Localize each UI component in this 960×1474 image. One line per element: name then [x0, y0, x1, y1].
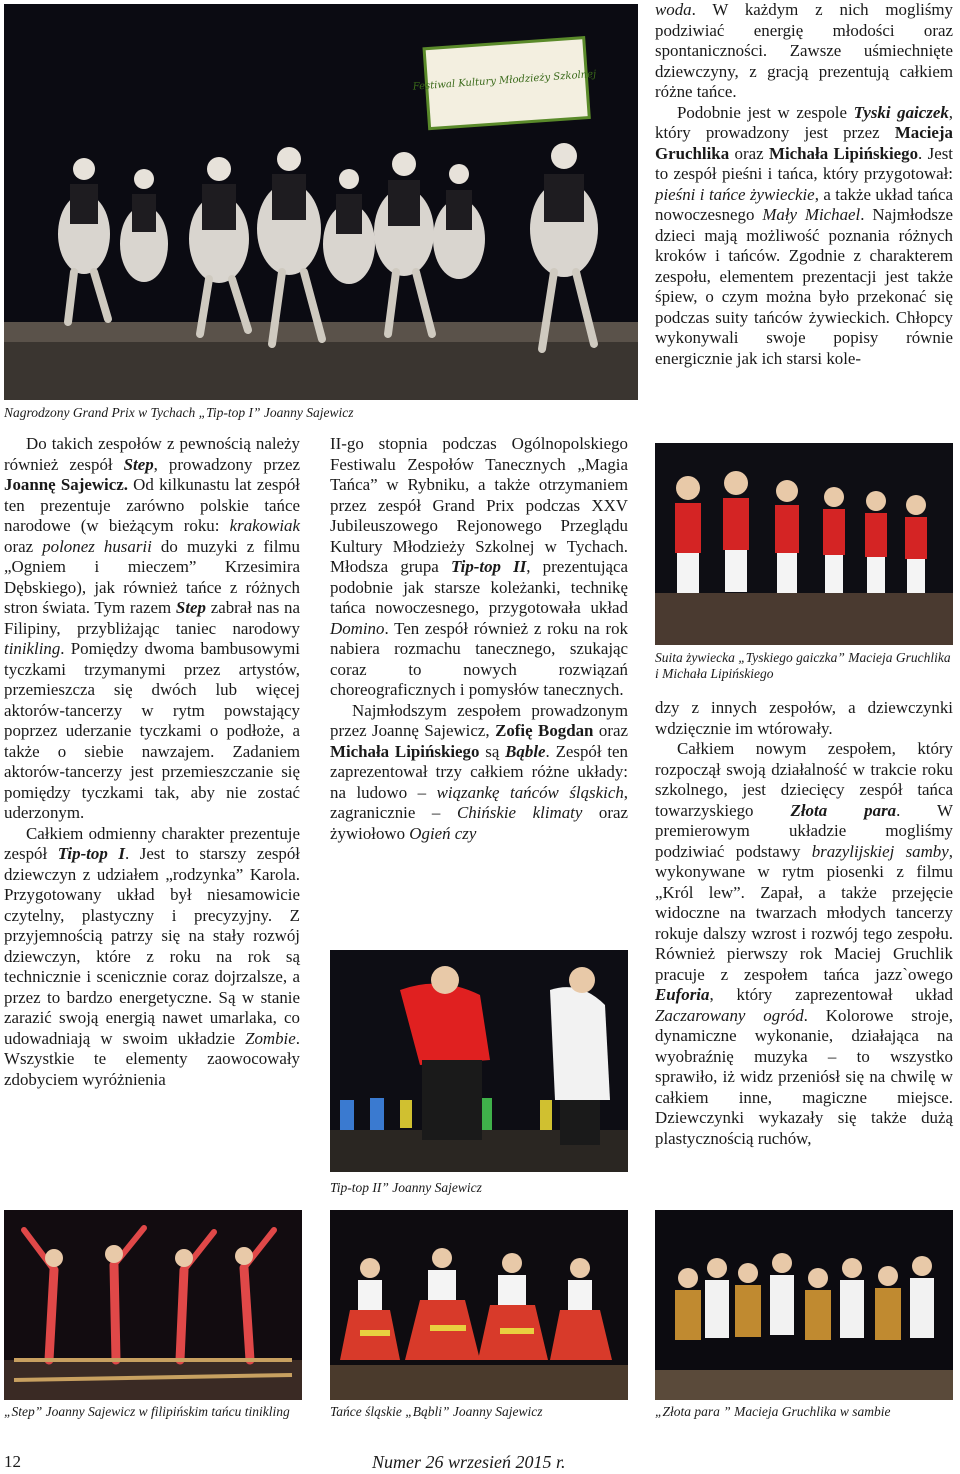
article-column-2: II-go stopnia podczas Ogólnopolskiego Festiwalu Zespołów Tanecznych „Magia Tańca” w Rybniku, a także otrzymaniem przez zespół Grand Prix podczas XXV Jubileuszowego Rejonowego Przeglądu Kultury Młodzieży Szkolnej w Tychach. Młodsza grupa Tip-top II, prezentująca podobnie jak starsze koleżanki, technikę tańca nowoczesnego, przygotowała układ Domino. Ten zespół również z roku na rok nabiera rozmachu tanecznego, szukając coraz to nowych rozwiązań choreograficznych i pomysłów tanecznych. Najmłodszym zespołem prowadzonym przez Joannę Sajewicz, Zofię Bogdan oraz Michała Lipińskiego są Bąble. Zespół ten zaprezentował trzy całkiem różne układy: na ludowo – wiązankę tańców śląskich, zagranicznie – Chińskie klimaty oraz żywiołowo Ogień czy	[330, 434, 629, 843]
caption-bable: Tańce śląskie „Bąbli” Joanny Sajewicz	[330, 1404, 543, 1419]
photo-tip-top-ii	[330, 950, 628, 1172]
article-column-3-bottom: dzy z innych zespołów, a dziewczynki wdzięcznie im wtórowały. Całkiem nowym zespołem, który rozpoczął swoją działalność w trakcie roku szkolnego, jest dziecięcy zespół tańca towarzyskiego Złota para. W premierowym układzie mogliśmy podziwiać podstawy brazylijskiej samby, wykonywane w rytm piosenki z filmu „Król lew”. Zapał, a także przejęcie widoczne na twarzach młodych tancerzy rokuje dalszy wzrost i rozwój tego zespołu. Również pierwszy rok Maciej Gruchlik pracuje z zespołem tańca jazz`owego Euforia, który zaprezentował układ Zaczarowany ogród. Kolorowe stroje, dynamiczne wykonanie, działająca na wyobraźnię muzyka – to wszystko sprawiło, iż widz przeniósł się na chwilę w całkiem inne, magiczne miejsce. Dziewczynki wykazały się także dużą plastycznością ruchów,	[655, 698, 953, 1148]
photo-bable-silesian	[330, 1210, 628, 1400]
photo-tyski-gaiczek	[655, 443, 953, 645]
caption-tyski-gaiczek: Suita żywiecka „Tyskiego gaiczka” Macieja Gruchlika i Michała Lipińskiego	[655, 650, 951, 681]
caption-zombie: Nagrodzony Grand Prix w Tychach „Tip-top I” Joanny Sajewicz	[4, 405, 354, 420]
photo-tip-top-zombie	[4, 4, 638, 400]
banner-text: Festiwal Kultury Młodzieży Szkolnej	[412, 68, 597, 93]
caption-step: „Step” Joanny Sajewicz w filipińskim tańcu tinikling	[4, 1404, 290, 1419]
caption-zlota-para: „Złota para ” Macieja Gruchlika w sambie	[655, 1404, 891, 1419]
issue-label: Numer 26 wrzesień 2015 r.	[372, 1452, 566, 1472]
caption-tip-top-ii: Tip-top II” Joanny Sajewicz	[330, 1180, 482, 1195]
article-column-1: Do takich zespołów z pewnością należy również zespół Step, prowadzony przez Joannę Sajewicz. Od kilkunastu lat zespół ten prezentuje zarówno polskie tańce narodowe (w bieżącym roku: krakowiak oraz polonez husarii do muzyki z filmu „Ogniem i mieczem” Krzesimira Dębskiego), jak również tańce z różnych stron świata. Tym razem Step zabrał nas na Filipiny, przybliżając taniec narodowy tinikling. Pomiędzy dwoma bambusowymi tyczkami trzymanymi przez artystów, przemieszcza się dwóch lub więcej aktorów-tancerzy w rytm powstający poprzez uderzanie tyczkami o podłoże, a także o siebie nawzajem. Zadaniem aktorów-tancerzy jest przemieszczanie się pomiędzy tyczkami tak, aby nie zostać uderzonym. Całkiem odmienny charakter prezentuje zespół Tip-top I. Jest to starszy zespół dziewczyn z udziałem „rodzynka” Karola. Przygotowany układ był niesamowicie czytelny, plastyczny i precyzyjny. Z przyjemnością patrzy się na stały rozwój dziewczyn, które z roku na rok są technicznie i scenicznie coraz dojrzalsze, a przez to bardzo energetyczne. Są w stanie zarazić swoją energią nawet umarlaka, co udowadniają w swoim układzie Zombie. Wszystkie te elementy zaowocowały zdobyciem wyróżnienia	[4, 434, 301, 1089]
photo-step-tinikling	[4, 1210, 302, 1400]
page-number: 12	[4, 1452, 21, 1471]
article-column-3-top: woda. W każdym z nich mogliśmy podziwiać energię młodości oraz spontaniczności. Zawsze uśmiechnięte dziewczyny, z gracją prezentują całkiem różne tańce. Podobnie jest w zespole Tyski gaiczek, który prowadzony jest przez Macieja Gruchlika oraz Michała Lipińskiego. Jest to zespół pieśni i tańca, który przygotował: pieśni i tańce żywieckie, a także układ tańca nowoczesnego Mały Michael. Najmłodsze dzieci mają możliwość poznania różnych kroków i tańców. Zgodnie z charakterem zespołu, elementem prezentacji jest także śpiew, o czym można było przekonać się podczas suity tańców żywieckich. Chłopcy wykonywali swoje popisy równie energicznie jak ich starsi kole-	[655, 0, 954, 368]
photo-zlota-para-samba	[655, 1210, 953, 1400]
